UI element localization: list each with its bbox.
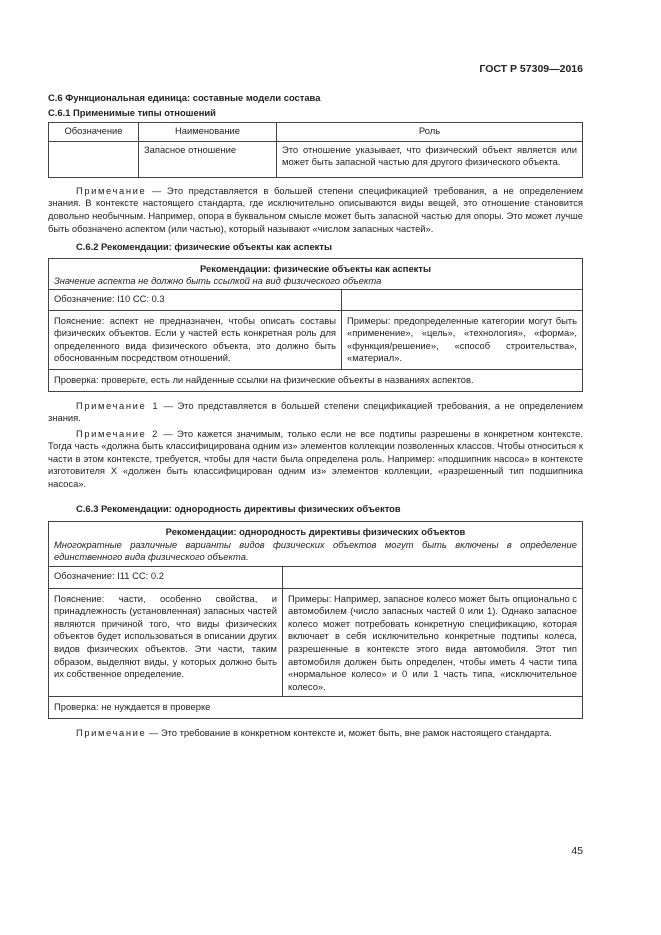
section-c61-title: С.6.1 Применимые типы отношений (48, 106, 216, 118)
note-text: — Это представляется в большей степени спецификацией требования, а не определением знания. (48, 399, 583, 424)
note-c62-1 (48, 400, 583, 425)
empty-cell (283, 567, 583, 589)
document-body (48, 0, 583, 740)
recommendation-box-c63 (48, 521, 583, 719)
recommendation-box-header (49, 522, 583, 567)
recommendation-statement: Многократные различные варианты видов физических объектов могут быть включены в определение единственного вида физического объекта. (54, 538, 577, 563)
check-cell: Проверка: не нуждается в проверке (49, 697, 583, 719)
column-header: Наименование (139, 123, 277, 142)
table-header-row (49, 123, 583, 142)
relation-types-table (48, 122, 583, 178)
note-text: — Это кажется значимым, только если не все подтипы разрешены в конкретном контексте. Тогда часть «должна быть классифицирована одним из» элементов коллекции позволенных классов. Чтобы относиться к части в этом контексте, требуется, чтобы для части была определена роль. Например: «подшипник насоса» в контексте изготовителя X «должен быть классифицирован одним из» элементов коллекции, «разрешенный тип подшипника насоса». (48, 427, 583, 490)
recommendation-title: Рекомендации: физические объекты как аспекты (200, 262, 431, 274)
designation-cell: Обозначение: I11 CC: 0.2 (49, 567, 283, 589)
page-number: 45 (571, 845, 583, 857)
examples-cell: Примеры: предопределенные категории могут быть «применение», «цель», «технология», «форма», «функция/решение», «способ строительства», «материал». (342, 310, 583, 369)
section-c6-title: С.6 Функциональная единица: составные модели состава (48, 92, 321, 103)
note-c63 (48, 727, 583, 740)
recommendation-statement: Значение аспекта не должно быть ссылкой на вид физического объекта (54, 275, 382, 287)
recommendation-box-c62 (48, 258, 583, 392)
recommendation-box-header (49, 258, 583, 289)
note-c61 (48, 185, 583, 235)
note-c62-2 (48, 428, 583, 491)
designation-cell: Обозначение: I10 CC: 0.3 (49, 289, 342, 310)
check-cell: Проверка: проверьте, есть ли найденные ссылки на физические объекты в названиях аспектов. (49, 369, 583, 391)
note-label: Примечание (76, 184, 147, 196)
recommendation-title: Рекомендации: однородность директивы физических объектов (165, 526, 466, 538)
note-text: — Это представляется в большей степени спецификацией требования, а не определением знания. В контексте настоящего стандарта, где исключительно описываются виды вещей, это отношение становится довольно необычным. Например, опора в буквальном смысле может быть запасной частью для опоры. Это может лучше быть обозначено аспектом (или частью), который называют «числом запасных частей». (48, 184, 583, 234)
table-cell-designation (49, 141, 139, 177)
table-cell-role: Это отношение указывает, что физический объект является или может быть запасной частью для другого физического объекта. (277, 141, 583, 177)
table-cell-name: Запасное отношение (139, 141, 277, 177)
standard-header: ГОСТ Р 57309—2016 (479, 63, 583, 75)
section-c62-title: С.6.2 Рекомендации: физические объекты как аспекты (76, 241, 332, 253)
column-header: Обозначение (49, 123, 139, 142)
empty-cell (342, 289, 583, 310)
examples-cell: Примеры: Например, запасное колесо может быть опционально с автомобилем (число запасных частей 0 или 1). Однако запасное колесо может потребовать конкретную спецификацию, которая включает в себя исключительно конкретные подтипы колеса, разрешенные в контексте этого вида автомобиля. Этот тип автомобиля должен быть определен, чтобы иметь 4 части типа «нормальное колесо» и 0 или 1 часть типа, «исключительное колесо». (283, 588, 583, 697)
note-label: Примечание 2 (76, 427, 159, 439)
note-label: Примечание 1 (76, 399, 160, 411)
note-text: — Это требование в конкретном контексте и, может быть, вне рамок настоящего стандарта. (146, 726, 552, 738)
explanation-cell: Пояснение: части, особенно свойства, и принадлежность (установленная) запасных частей являются причиной того, что виды физических объектов будет использоваться в описании других видов физических объектов. Эти части, таким образом, выделяют виды, у которых должно быть их собственное определение. (49, 588, 283, 697)
explanation-cell: Пояснение: аспект не предназначен, чтобы описать составы физических объектов. Если у частей есть конкретная роль для определенного вида физического объекта, это должно быть обоснованным посредством отношений. (49, 310, 342, 369)
note-label: Примечание (76, 726, 147, 738)
column-header: Роль (277, 123, 583, 142)
table-row (49, 141, 583, 177)
section-c63-title: С.6.3 Рекомендации: однородность директивы физических объектов (76, 502, 401, 514)
